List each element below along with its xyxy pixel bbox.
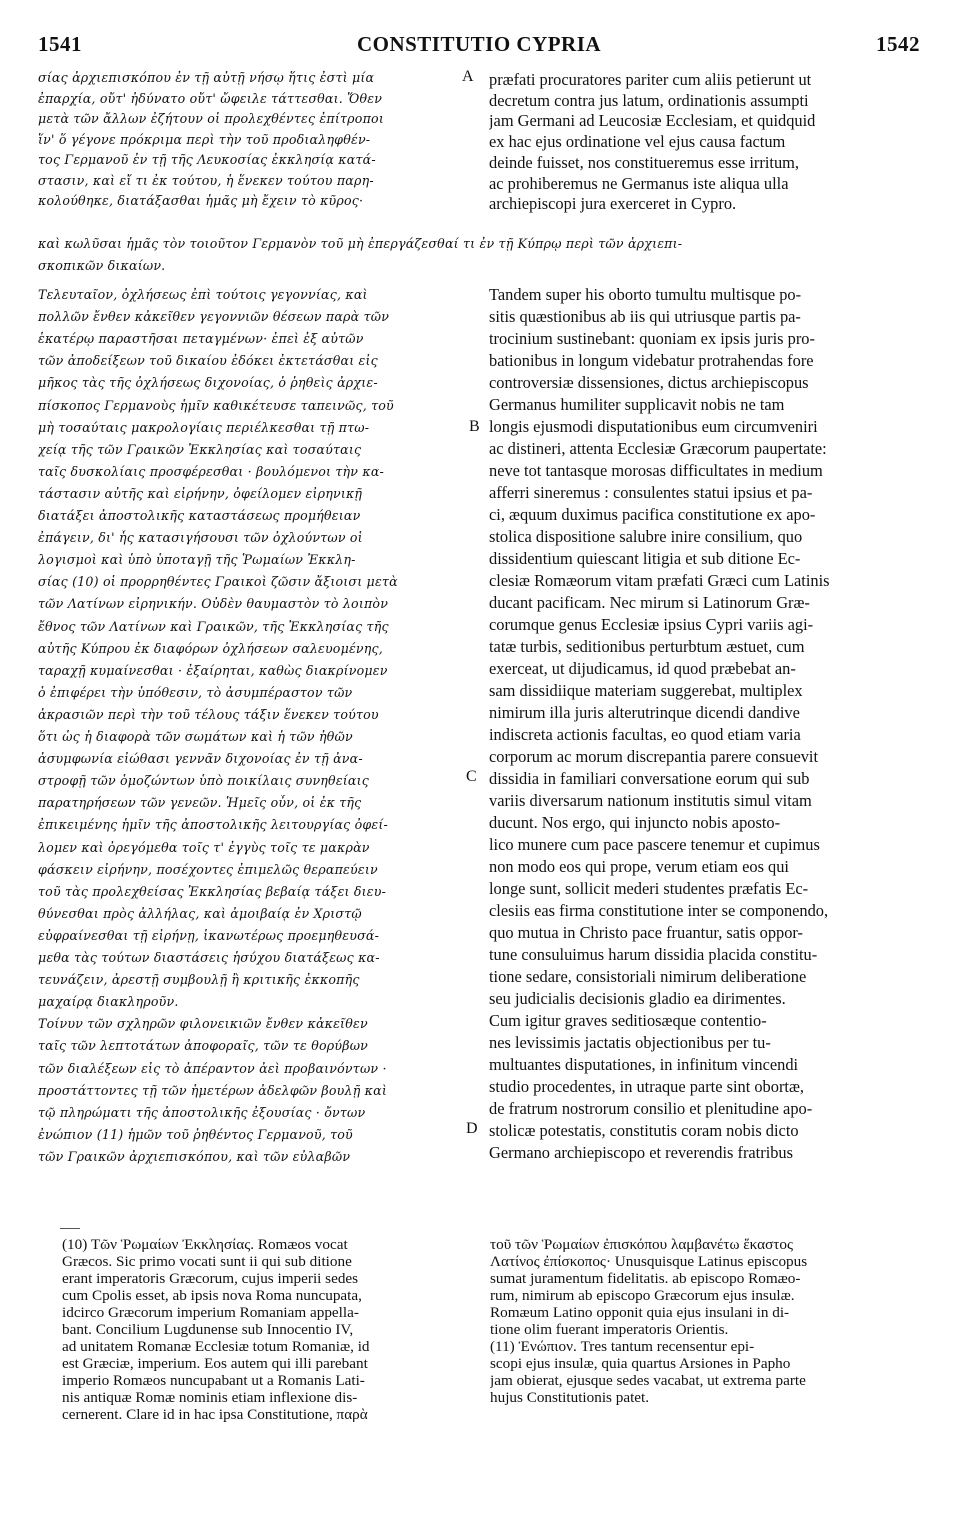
- greek-line: λογισμοὶ καὶ ὑπὸ ὑποταγῇ τῆς Ῥωμαίων Ἐκκλη-: [38, 552, 356, 568]
- greek-line: μεθα τὰς τούτων διαστάσεις ἡσύχου διατάξεως κα-: [38, 950, 380, 965]
- latin-line: ac distineri, attenta Ecclesiæ Græcorum paupertate:: [489, 439, 827, 458]
- latin-line: controversiæ dissensiones, dictus archiepiscopus: [489, 373, 809, 392]
- greek-line: ἐπάγειν, δι' ἧς κατασιγήσουσι τῶν ὀχλούντων οἱ: [38, 530, 363, 546]
- latin-line: Germanus humiliter supplicavit nobis ne tam: [489, 395, 784, 414]
- greek-spanning-line: σκοπικῶν δικαίων.: [38, 258, 165, 273]
- latin-line: tune consuluimus harum dissidia placida constitu-: [489, 945, 817, 964]
- latin-line: de fratrum nostrorum consilio et plenitudine apo-: [489, 1099, 812, 1118]
- greek-line: ἀκρασιῶν περὶ τὴν τοῦ τέλους τάξιν ἕνεκεν τούτου: [38, 706, 379, 722]
- greek-line: χείᾳ τῆς τῶν Γραικῶν Ἐκκλησίας καὶ τοσαύταις: [38, 441, 361, 457]
- footnote-line: (11) Ἐνώπιον. Tres tantum recensentur epi-: [490, 1338, 754, 1355]
- latin-line: non modo eos qui prope, verum etiam eos qui: [489, 857, 789, 876]
- greek-line: τευνάζειν, ἀρεστῇ συμβουλῇ ἢ κριτικῆς ἐκκοπῆς: [38, 972, 360, 988]
- greek-line: ταῖς δυσκολίαις προσφέρεσθαι · βουλόμενοι τὴν κα-: [38, 463, 384, 479]
- margin-marker-a: A: [462, 68, 474, 85]
- footnote-line: jam obierat, ejusque sedes vacabat, ut extrema parte: [490, 1372, 806, 1389]
- footnote-line: scopi ejus insulæ, quia quartus Arsiones in Papho: [490, 1355, 790, 1372]
- footnote-line: erant imperatoris Græcorum, cujus imperii sedes: [62, 1270, 358, 1287]
- footnote-line: Græcos. Sic primo vocati sunt ii qui sub ditione: [62, 1253, 352, 1270]
- latin-line: ducunt. Nos ergo, qui injuncto nobis aposto-: [489, 813, 780, 832]
- greek-line: ἐπαρχία, οὔτ' ἠδύνατο οὔτ' ὤφειλε τάττεσθαι. Ὅθεν: [38, 90, 382, 106]
- latin-line: afferri sineremus : consulentes statui ipsius et pa-: [489, 483, 812, 502]
- margin-marker-c: C: [466, 768, 477, 785]
- latin-line: indiscreta actionis facultas, eo quod etiam varia: [489, 725, 801, 744]
- latin-line: clesiæ Romæorum vitam præfati Græci cum Latinis: [489, 571, 830, 590]
- footnote-line: est Græciæ, imperium. Eos autem qui illi parebant: [62, 1355, 368, 1372]
- greek-line: ἔθνος τῶν Λατίνων καὶ Γραικῶν, τῆς Ἐκκλησίας τῆς: [38, 618, 389, 634]
- greek-line: ἑκατέρῳ παραστῆσαι πεταγμένων· ἐπεὶ ἐξ αὐτῶν: [38, 331, 364, 347]
- footnote-line: tione olim fuerant imperatoris Orientis.: [490, 1321, 728, 1338]
- greek-line: πίσκοπος Γερμανοὺς ἡμῖν καθικέτευσε ταπεινῶς, τοῦ: [38, 397, 394, 413]
- latin-line: longe sunt, sollicit mederi studentes præfatis Ec-: [489, 879, 808, 898]
- latin-line: dissidia in familiari conversatione eorum qui sub: [489, 769, 809, 788]
- latin-line: dissidentium quiescant litigia et sub ditione Ec-: [489, 549, 800, 568]
- latin-line: Cum igitur graves seditiosæque contentio-: [489, 1011, 767, 1030]
- greek-line: μαχαίρᾳ διακληροῦν.: [38, 994, 179, 1010]
- greek-line: Τοίνυν τῶν σχληρῶν φιλονεικιῶν ἔνθεν κἀκεῖθεν: [38, 1016, 368, 1032]
- latin-line: bationibus in longum videbatur protrahendas fore: [489, 351, 814, 370]
- greek-line: Τελευταῖον, ὀχλήσεως ἐπὶ τούτοις γεγοννίας, καὶ: [38, 287, 368, 302]
- greek-line: στροφῇ τῶν ὁμοζώντων ὑπὸ ποικίλαις συνηθείαις: [38, 773, 369, 789]
- latin-line: nimirum illa juris alterutrinque dicendi dandive: [489, 703, 800, 722]
- greek-line: προστάττοντες τῇ τῶν ἡμετέρων ἀδελφῶν βουλῇ καὶ: [38, 1082, 387, 1098]
- greek-line: ταῖς τῶν λεπτοτάτων ἀποφοραῖς, τῶν τε θορύβων: [38, 1038, 368, 1054]
- greek-line: μετὰ τῶν ἄλλων ἐζήτουν οἱ προλεχθέντες ἐπίτροποι: [38, 111, 384, 126]
- latin-line: seu judicialis decisionis gladio ea dirimentes.: [489, 989, 786, 1008]
- footnote-line: nis antiquæ Romæ nominis etiam inflexione dis-: [62, 1389, 357, 1406]
- greek-line: διατάξει ἀποστολικῆς καταστάσεως προμήθειαν: [38, 508, 360, 523]
- greek-line: τῶν διαλέξεων εἰς τὸ ἀπέραντον ἀεὶ προβαινόντων ·: [38, 1060, 387, 1076]
- latin-line: neve tot tantasque morosas difficultates in medium: [489, 461, 823, 480]
- latin-line: stolicæ potestatis, constitutis coram nobis dicto: [489, 1121, 799, 1140]
- latin-line: ducant pacificam. Nec mirum si Latinorum Græ-: [489, 593, 810, 612]
- latin-line: trocinium sustinebant: quoniam ex ipsis juris pro-: [489, 329, 815, 348]
- greek-line: αὐτῆς Κύπρου ἐκ διαφόρων ὀχλήσεων σαλευομένης,: [38, 640, 383, 656]
- latin-line: variis diversarum nationum institutis simul vitam: [489, 791, 812, 810]
- footnote-line: rum, nimirum ab episcopo Græcorum ejus insulæ.: [490, 1287, 795, 1304]
- latin-line: ci, æquum duximus pacifica constitutione ex apo-: [489, 505, 815, 524]
- greek-line: εὐφραίνεσθαι τῇ εἰρήνῃ, ἱκανωτέρως προεμηθευσά-: [38, 927, 379, 943]
- greek-line: στασιν, καὶ εἴ τι ἐκ τούτου, ἡ ἕνεκεν τούτου παρη-: [38, 172, 374, 188]
- greek-line: ἐπικειμένης ἡμῖν τῆς ἀποστολικῆς λειτουργίας ὀφεί-: [38, 817, 388, 833]
- greek-line: τοῦ τὰς προλεχθείσας Ἐκκλησίας βεβαίᾳ τάξει διευ-: [38, 883, 386, 899]
- margin-marker-b: B: [469, 418, 480, 435]
- footnote-line: ad unitatem Romanæ Ecclesiæ totum Romaniæ, id: [62, 1338, 370, 1355]
- latin-line: multuantes disputationes, in infinitum vincendi: [489, 1055, 798, 1074]
- footnote-line: sumat juramentum fidelitatis. ab episcopo Romæo-: [490, 1270, 800, 1287]
- footnote-line: bant. Concilium Lugdunense sub Innocentio IV,: [62, 1321, 353, 1338]
- right-page-number: 1542: [876, 32, 920, 56]
- latin-line: sitis quæstionibus ab iis qui utriusque partis pa-: [489, 307, 801, 326]
- footnote-rule: [60, 1228, 80, 1229]
- running-header: [38, 32, 920, 58]
- greek-spanning-line: καὶ κωλῦσαι ἡμᾶς τὸν τοιοῦτον Γερμανὸν τοῦ μὴ ἐπεργάζεσθαί τι ἐν τῇ Κύπρῳ περὶ τῶν ἀρχιεπι-: [38, 236, 682, 251]
- greek-line: μὴ τοσαύταις μακρολογίαις περιέλκεσθαι τῇ πτω-: [38, 419, 369, 435]
- latin-line: quo mutua in Christo pace fruantur, satis oppor-: [489, 923, 803, 942]
- greek-line: παρατηρήσεων τῶν γενεῶν. Ἡμεῖς οὖν, οἱ ἐκ τῆς: [38, 795, 361, 811]
- latin-line: lico munere cum pace pascere tenemur et cupimus: [489, 835, 820, 854]
- latin-line: studio procedentes, in utraque parte sint obortæ,: [489, 1077, 804, 1096]
- latin-line: jam Germani ad Leucosiæ Ecclesiam, et quidquid: [489, 111, 815, 131]
- greek-line: κολούθηκε, διατάξασθαι ἡμᾶς μὴ ἔχειν τὸ κῦρος·: [38, 193, 363, 208]
- latin-line: decretum contra jus latum, ordinationis assumpti: [489, 90, 809, 110]
- latin-line: stolica dispositione salubre inire consilium, quo: [489, 527, 802, 546]
- greek-line: σίας (10) οἱ προρρηθέντες Γραικοὶ ζῶσιν ἄξιοισι μετὰ: [38, 574, 398, 590]
- latin-line: tione sedare, consistoriali nimirum deliberatione: [489, 967, 806, 986]
- latin-line: Tandem super his oborto tumultu multisque po-: [489, 285, 801, 304]
- greek-line: τῶν ἀποδείξεων τοῦ δικαίου ἐδόκει ἐκτετάσθαι εἰς: [38, 353, 378, 369]
- latin-line: deinde fuisset, nos constitueremus esse irritum,: [489, 152, 799, 172]
- greek-line: τος Γερμανοῦ ἐν τῇ τῆς Λευκοσίας ἐκκλησίᾳ κατά-: [38, 152, 376, 167]
- greek-line: τῶν Λατίνων εἰρηνικήν. Οὐδὲν θαυμαστὸν τὸ λοιπὸν: [38, 596, 388, 612]
- left-page-number: 1541: [38, 32, 82, 56]
- greek-line: ἀσυμφωνία εἰώθασι γεννᾶν διχονοίας ἐν τῇ ἀνα-: [38, 751, 363, 767]
- latin-line: archiepiscopi jura exerceret in Cypro.: [489, 194, 736, 214]
- latin-line: ac prohiberemus ne Germanus iste aliqua ulla: [489, 173, 788, 193]
- greek-line: φάσκειν εἰρήνην, ποσέχοντες ἐπιμελῶς θεραπεύειν: [38, 861, 378, 877]
- latin-line: corporum ac morum discrepantia parere consuevit: [489, 747, 818, 766]
- latin-line: præfati procuratores pariter cum aliis petierunt ut: [489, 70, 811, 89]
- footnote-line: imperio Romæos nuncupabant ut a Romanis Lati-: [62, 1372, 365, 1389]
- footnote-line: τοῦ τῶν Ῥωμαίων ἐπισκόπου λαμβανέτω ἕκαστος: [490, 1236, 793, 1253]
- footnote-line: Λατίνος ἐπίσκοπος· Unusquisque Latinus episcopus: [490, 1253, 807, 1270]
- greek-line: θύνεσθαι πρὸς ἀλλήλας, καὶ ἀμοιβαίᾳ ἐν Χριστῷ: [38, 905, 362, 921]
- latin-line: ex hac ejus ordinatione vel ejus causa factum: [489, 132, 785, 152]
- greek-line: ἐνώπιον (11) ἡμῶν τοῦ ῥηθέντος Γερμανοῦ, τοῦ: [38, 1126, 353, 1142]
- footnote-line: cum Cpolis esset, ab ipsis nova Roma nuncupata,: [62, 1287, 362, 1304]
- latin-line: corumque genus Ecclesiæ ipsius Cypri variis agi-: [489, 615, 813, 634]
- latin-line: sam dissidiique materiam suggerebat, multiplex: [489, 681, 803, 700]
- footnote-line: cernerent. Clare id in hac ipsa Constitutione, παρὰ: [62, 1406, 368, 1423]
- latin-line: exerceat, ut dijudicamus, id quod præbebat an-: [489, 659, 796, 678]
- latin-line: nes levissimis jactatis objectionibus per tu-: [489, 1033, 771, 1052]
- greek-line: ταραχῇ κυμαίνεσθαι · ἐξαίρηται, καθὼς διακρίνομεν: [38, 662, 388, 678]
- latin-line: clesiis eas firma constitutione inter se componendo,: [489, 901, 828, 920]
- greek-line: μῆκος τὰς τῆς ὀχλήσεως διχονοίας, ὁ ῥηθεὶς ἀρχιε-: [38, 375, 378, 391]
- greek-line: τῶν Γραικῶν ἀρχιεπισκόπου, καὶ τῶν εὐλαβῶν: [38, 1148, 350, 1164]
- greek-line: ὁ ἐπιφέρει τὴν ὑπόθεσιν, τὸ ἀσυμπέραστον τῶν: [38, 684, 352, 700]
- greek-line: πολλῶν ἔνθεν κἀκεῖθεν γεγοννιῶν θέσεων παρὰ τῶν: [38, 309, 389, 325]
- footnote-line: hujus Constitutionis patet.: [490, 1389, 649, 1406]
- greek-line: τάστασιν αὐτῆς καὶ εἰρήνην, ὀφείλομεν εἰρηνικῇ: [38, 485, 362, 501]
- footnote-line: Romæum Latino opponit quia ejus insulani in di-: [490, 1304, 789, 1321]
- running-title: CONSTITUTIO CYPRIA: [356, 32, 602, 56]
- margin-marker-d: D: [466, 1120, 478, 1137]
- latin-line: tatæ turbis, seditionibus perturbtum æstuet, cum: [489, 637, 805, 656]
- latin-line: longis ejusmodi disputationibus eum circumveniri: [489, 417, 818, 436]
- greek-line: ἵν' ὅ γέγονε πρόκριμα περὶ τὴν τοῦ προδιαληφθέν-: [38, 131, 370, 147]
- greek-line: ὅτι ὡς ἡ διαφορὰ τῶν σωμάτων καὶ ἡ τῶν ἠθῶν: [38, 729, 353, 744]
- greek-line: τῷ πληρώματι τῆς ἀποστολικῆς ἐξουσίας · ὄντων: [38, 1104, 365, 1120]
- footnote-line: (10) Τῶν Ῥωμαίων Ἐκκλησίας. Romæos vocat: [62, 1236, 348, 1253]
- greek-line: σίας ἀρχιεπισκόπου ἐν τῇ αὐτῇ νήσῳ ἥτις ἐστὶ μία: [38, 70, 374, 85]
- latin-line: Germano archiepiscopo et reverendis fratribus: [489, 1143, 793, 1162]
- footnote-line: idcirco Græcorum imperium Romaniam appella-: [62, 1304, 359, 1321]
- greek-line: λομεν καὶ ὀρεγόμεθα τοῖς τ' ἐγγὺς τοῖς τε μακρὰν: [38, 839, 370, 855]
